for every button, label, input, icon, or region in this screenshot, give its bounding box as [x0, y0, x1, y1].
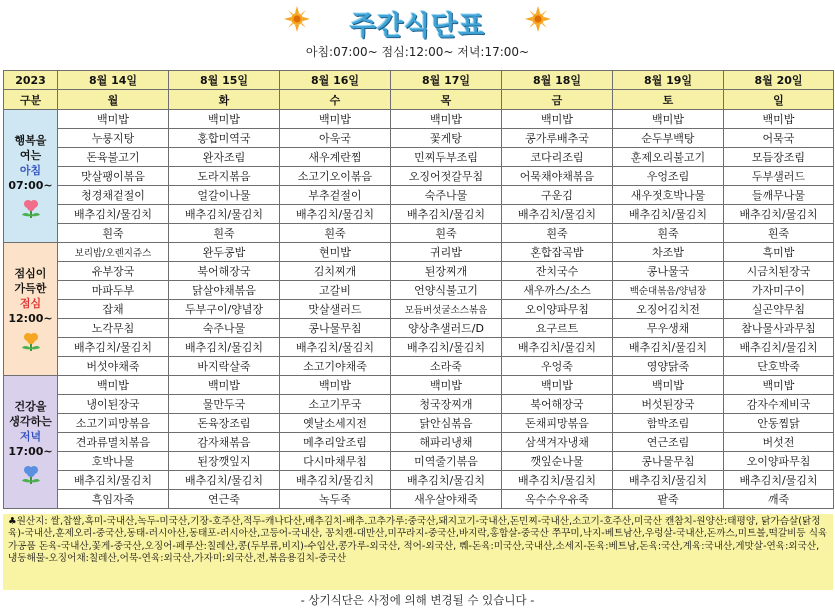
breakfast-label	[4, 110, 58, 243]
menu-cell: 소라죽	[391, 357, 502, 376]
menu-cell: 구운김	[502, 186, 613, 205]
menu-cell: 흰죽	[502, 224, 613, 243]
menu-cell: 맛살팽이볶음	[58, 167, 169, 186]
menu-cell: 어묵국	[724, 129, 834, 148]
day-cell: 토	[613, 90, 724, 110]
lunch-row	[4, 357, 834, 376]
menu-cell: 콩나물국	[613, 262, 724, 281]
menu-cell: 백미밥	[280, 376, 391, 395]
menu-cell: 버섯된장국	[613, 395, 724, 414]
breakfast-row	[4, 129, 834, 148]
menu-cell: 오징어김치전	[613, 300, 724, 319]
menu-cell: 백미밥	[280, 110, 391, 129]
menu-cell: 돈채피망볶음	[502, 414, 613, 433]
menu-cell: 콩가루배추국	[502, 129, 613, 148]
menu-cell: 배추김치/물김치	[613, 471, 724, 490]
menu-cell: 어묵채야채볶음	[502, 167, 613, 186]
dinner-row	[4, 376, 834, 395]
menu-cell: 호박나물	[58, 452, 169, 471]
day-row	[4, 90, 834, 110]
menu-cell: 민찌두부조림	[391, 148, 502, 167]
menu-cell: 들깨무나물	[724, 186, 834, 205]
menu-cell: 안동찜닭	[724, 414, 834, 433]
menu-cell: 실곤약무침	[724, 300, 834, 319]
menu-cell: 배추김치/물김치	[58, 205, 169, 224]
menu-cell: 두부구이/양념장	[169, 300, 280, 319]
header-area	[0, 0, 835, 40]
menu-cell: 맛살샐러드	[280, 300, 391, 319]
menu-cell: 백순대볶음/양념장	[613, 281, 724, 300]
menu-cell: 감자채볶음	[169, 433, 280, 452]
breakfast-row	[4, 167, 834, 186]
day-cell: 금	[502, 90, 613, 110]
breakfast-row	[4, 110, 834, 129]
menu-cell: 배추김치/물김치	[169, 338, 280, 357]
menu-cell: 백미밥	[502, 110, 613, 129]
menu-cell: 다시마채무침	[280, 452, 391, 471]
section-label: 가득한	[14, 282, 47, 295]
menu-cell: 완두콩밥	[169, 243, 280, 262]
menu-cell: 백미밥	[724, 376, 834, 395]
page-title: 주간식단표	[349, 11, 486, 42]
breakfast-row	[4, 186, 834, 205]
menu-cell: 메추리알조림	[280, 433, 391, 452]
section-label: 생각하는	[9, 415, 52, 428]
footer-note: - 상기식단은 사정에 의해 변경될 수 있습니다 -	[300, 593, 535, 607]
menu-cell: 유부장국	[58, 262, 169, 281]
gubun-cell: 구분	[4, 90, 58, 110]
menu-cell: 훈제오리불고기	[613, 148, 724, 167]
menu-cell: 흰죽	[391, 224, 502, 243]
menu-cell: 새우까스/소스	[502, 281, 613, 300]
menu-cell: 양상추샐러드/D	[391, 319, 502, 338]
menu-cell: 옥수수우유죽	[502, 490, 613, 509]
menu-cell: 된장찌개	[391, 262, 502, 281]
menu-cell: 노각무침	[58, 319, 169, 338]
date-cell: 8월 20일	[724, 71, 834, 90]
date-cell: 8월 14일	[58, 71, 169, 90]
menu-cell: 우엉죽	[502, 357, 613, 376]
menu-cell: 배추김치/물김치	[280, 338, 391, 357]
menu-table	[3, 70, 834, 509]
menu-cell: 배추김치/물김치	[502, 338, 613, 357]
menu-cell: 콩나물무침	[613, 452, 724, 471]
menu-cell: 흰죽	[280, 224, 391, 243]
menu-cell: 오이양파무침	[724, 452, 834, 471]
menu-cell: 감자수제비국	[724, 395, 834, 414]
menu-cell: 백미밥	[169, 110, 280, 129]
day-cell: 화	[169, 90, 280, 110]
section-label: 여는	[19, 149, 42, 162]
menu-cell: 완자조림	[169, 148, 280, 167]
menu-cell: 부추겉절이	[280, 186, 391, 205]
menu-cell: 김치찌개	[280, 262, 391, 281]
breakfast-row	[4, 224, 834, 243]
meal-times: 아침:07:00~ 점심:12:00~ 저녁:17:00~	[305, 45, 530, 59]
section-meal-name: 점심	[19, 297, 42, 310]
sun-icon	[525, 6, 551, 32]
menu-cell: 꽃게탕	[391, 129, 502, 148]
menu-cell: 배추김치/물김치	[502, 205, 613, 224]
menu-cell: 모듬장조림	[724, 148, 834, 167]
menu-cell: 가자미구이	[724, 281, 834, 300]
menu-cell: 배추김치/물김치	[502, 471, 613, 490]
menu-cell: 새우살야채죽	[391, 490, 502, 509]
menu-cell: 된장깻잎지	[169, 452, 280, 471]
menu-cell: 배추김치/물김치	[724, 205, 834, 224]
date-cell: 8월 17일	[391, 71, 502, 90]
menu-cell: 백미밥	[58, 376, 169, 395]
menu-cell: 견과류멸치볶음	[58, 433, 169, 452]
lunch-row	[4, 243, 834, 262]
menu-cell: 순두부백탕	[613, 129, 724, 148]
dinner-row	[4, 395, 834, 414]
menu-cell: 잡채	[58, 300, 169, 319]
menu-cell: 삼색겨자냉채	[502, 433, 613, 452]
day-cell: 목	[391, 90, 502, 110]
menu-cell: 배추김치/물김치	[391, 338, 502, 357]
menu-cell: 닭살야채볶음	[169, 281, 280, 300]
dinner-row	[4, 414, 834, 433]
menu-cell: 배추김치/물김치	[169, 471, 280, 490]
section-time: 17:00~	[8, 445, 53, 458]
date-row	[4, 71, 834, 90]
date-cell: 8월 18일	[502, 71, 613, 90]
menu-cell: 콩나물무침	[280, 319, 391, 338]
section-meal-name: 저녁	[19, 430, 42, 443]
menu-cell: 미역줄기볶음	[391, 452, 502, 471]
dinner-row	[4, 490, 834, 509]
menu-cell: 백미밥	[391, 110, 502, 129]
menu-cell: 숙주나물	[169, 319, 280, 338]
menu-cell: 돈육장조림	[169, 414, 280, 433]
flower-icon	[18, 199, 44, 219]
menu-cell: 물만두국	[169, 395, 280, 414]
date-cell: 8월 16일	[280, 71, 391, 90]
menu-cell: 참나물사과무침	[724, 319, 834, 338]
menu-cell: 오이양파무침	[502, 300, 613, 319]
menu-cell: 흰죽	[169, 224, 280, 243]
menu-cell: 고갈비	[280, 281, 391, 300]
menu-cell: 녹두죽	[280, 490, 391, 509]
section-time: 07:00~	[8, 179, 53, 192]
origin-notes: ♣원산지: 쌀,찹쌀,흑미-국내산,녹두-미국산,기장-호주산,적두-캐나다산,배추김치-배추.고추가루:중국산,돼지고기-국내산,돈민찌-국내산,소고기-호주산,미국산 캔참치-원양산:태평양, 닭가슴살(닭정육)-국내산,훈제오리-중국산,동태-러시아산,동태포-러시아산,고등어-국내산, 꽁치캔-대만산,미꾸라지-중국산,바지락,홍합살-중국산 쭈꾸미,낙지-베트남산,우렁살-국내산,돈까스,미트볼,떡갈비등 식육가공품 돈육-국내산,꽃게-중국산,오징어-페루산:칠레산,콩(두부류,비지)-수입산,콩가루-외국산, 적어-외국산, 쀄-돈육:미국산,국내산,소세지-돈육:베트남,돈육:국산,계육:국내산,게맛살-연육:외국산,냉동해물-오징어채:칠레산,어묵-연육:외국산,가자미:외국산,전,볶음용김치-중국산	[3, 514, 833, 590]
menu-cell: 백미밥	[502, 376, 613, 395]
lunch-label	[4, 243, 58, 376]
date-cell: 8월 19일	[613, 71, 724, 90]
date-cell: 8월 15일	[169, 71, 280, 90]
menu-cell: 배추김치/물김치	[280, 205, 391, 224]
menu-cell: 현미밥	[280, 243, 391, 262]
menu-cell: 숙주나물	[391, 186, 502, 205]
menu-cell: 보리밥/오렌지쥬스	[58, 243, 169, 262]
menu-cell: 새우계란찜	[280, 148, 391, 167]
menu-cell: 소고기피망볶음	[58, 414, 169, 433]
menu-cell: 흑임자죽	[58, 490, 169, 509]
menu-cell: 아욱국	[280, 129, 391, 148]
sun-icon	[284, 6, 310, 32]
menu-cell: 무우생채	[613, 319, 724, 338]
menu-cell: 흰죽	[724, 224, 834, 243]
menu-cell: 홍합미역국	[169, 129, 280, 148]
day-cell: 일	[724, 90, 834, 110]
dinner-label	[4, 376, 58, 509]
menu-cell: 북어해장국	[502, 395, 613, 414]
menu-cell: 배추김치/물김치	[58, 471, 169, 490]
menu-cell: 함박조림	[613, 414, 724, 433]
menu-cell: 시금치된장국	[724, 262, 834, 281]
dinner-row	[4, 433, 834, 452]
menu-cell: 마파두부	[58, 281, 169, 300]
menu-cell: 흰죽	[58, 224, 169, 243]
menu-cell: 백미밥	[391, 376, 502, 395]
menu-cell: 배추김치/물김치	[724, 471, 834, 490]
menu-cell: 버섯야채죽	[58, 357, 169, 376]
flower-icon	[18, 465, 44, 485]
flower-icon	[18, 332, 44, 352]
menu-cell: 백미밥	[169, 376, 280, 395]
menu-cell: 도라지볶음	[169, 167, 280, 186]
menu-cell: 우엉조림	[613, 167, 724, 186]
menu-cell: 닭안심볶음	[391, 414, 502, 433]
menu-cell: 코다리조림	[502, 148, 613, 167]
menu-cell: 바지락살죽	[169, 357, 280, 376]
menu-cell: 백미밥	[613, 110, 724, 129]
menu-cell: 소고기무국	[280, 395, 391, 414]
menu-cell: 영양닭죽	[613, 357, 724, 376]
menu-cell: 옛날소세지전	[280, 414, 391, 433]
menu-cell: 배추김치/물김치	[58, 338, 169, 357]
menu-cell: 버섯전	[724, 433, 834, 452]
year-cell: 2023	[4, 71, 58, 90]
menu-cell: 깨죽	[724, 490, 834, 509]
day-cell: 월	[58, 90, 169, 110]
menu-cell: 잔치국수	[502, 262, 613, 281]
lunch-row	[4, 281, 834, 300]
menu-cell: 모듬버섯굴소스볶음	[391, 300, 502, 319]
lunch-row	[4, 300, 834, 319]
menu-cell: 혼합잡곡밥	[502, 243, 613, 262]
menu-cell: 누룽지탕	[58, 129, 169, 148]
menu-cell: 연근조림	[613, 433, 724, 452]
menu-cell: 배추김치/물김치	[280, 471, 391, 490]
menu-cell: 오징어젓갈무침	[391, 167, 502, 186]
section-meal-name: 아침	[19, 164, 42, 177]
menu-cell: 소고기야채죽	[280, 357, 391, 376]
lunch-row	[4, 319, 834, 338]
menu-cell: 배추김치/물김치	[613, 338, 724, 357]
menu-cell: 북어해장국	[169, 262, 280, 281]
section-label: 건강을	[14, 400, 47, 413]
menu-cell: 차조밥	[613, 243, 724, 262]
menu-cell: 돈육불고기	[58, 148, 169, 167]
menu-cell: 배추김치/물김치	[613, 205, 724, 224]
menu-cell: 배추김치/물김치	[391, 205, 502, 224]
lunch-row	[4, 262, 834, 281]
menu-cell: 깻잎순나물	[502, 452, 613, 471]
menu-cell: 단호박죽	[724, 357, 834, 376]
menu-cell: 백미밥	[613, 376, 724, 395]
dinner-row	[4, 452, 834, 471]
menu-cell: 언양식불고기	[391, 281, 502, 300]
menu-cell: 배추김치/물김치	[724, 338, 834, 357]
dinner-row	[4, 471, 834, 490]
menu-cell: 흑미밥	[724, 243, 834, 262]
menu-cell: 연근죽	[169, 490, 280, 509]
menu-cell: 배추김치/물김치	[169, 205, 280, 224]
menu-cell: 청경채겉절이	[58, 186, 169, 205]
menu-cell: 흰죽	[613, 224, 724, 243]
menu-cell: 해파리냉채	[391, 433, 502, 452]
menu-cell: 백미밥	[724, 110, 834, 129]
section-label: 행복을	[14, 134, 47, 147]
menu-cell: 얼갈이나물	[169, 186, 280, 205]
section-time: 12:00~	[8, 312, 53, 325]
section-label: 점심이	[14, 267, 47, 280]
menu-cell: 백미밥	[58, 110, 169, 129]
menu-cell: 새우젓호박나물	[613, 186, 724, 205]
lunch-row	[4, 338, 834, 357]
menu-cell: 배추김치/물김치	[391, 471, 502, 490]
day-cell: 수	[280, 90, 391, 110]
menu-cell: 소고기오이볶음	[280, 167, 391, 186]
menu-cell: 요구르트	[502, 319, 613, 338]
menu-cell: 청국장찌개	[391, 395, 502, 414]
menu-cell: 귀리밥	[391, 243, 502, 262]
menu-cell: 냉이된장국	[58, 395, 169, 414]
menu-cell: 팥죽	[613, 490, 724, 509]
breakfast-row	[4, 205, 834, 224]
breakfast-row	[4, 148, 834, 167]
menu-cell: 두부샐러드	[724, 167, 834, 186]
